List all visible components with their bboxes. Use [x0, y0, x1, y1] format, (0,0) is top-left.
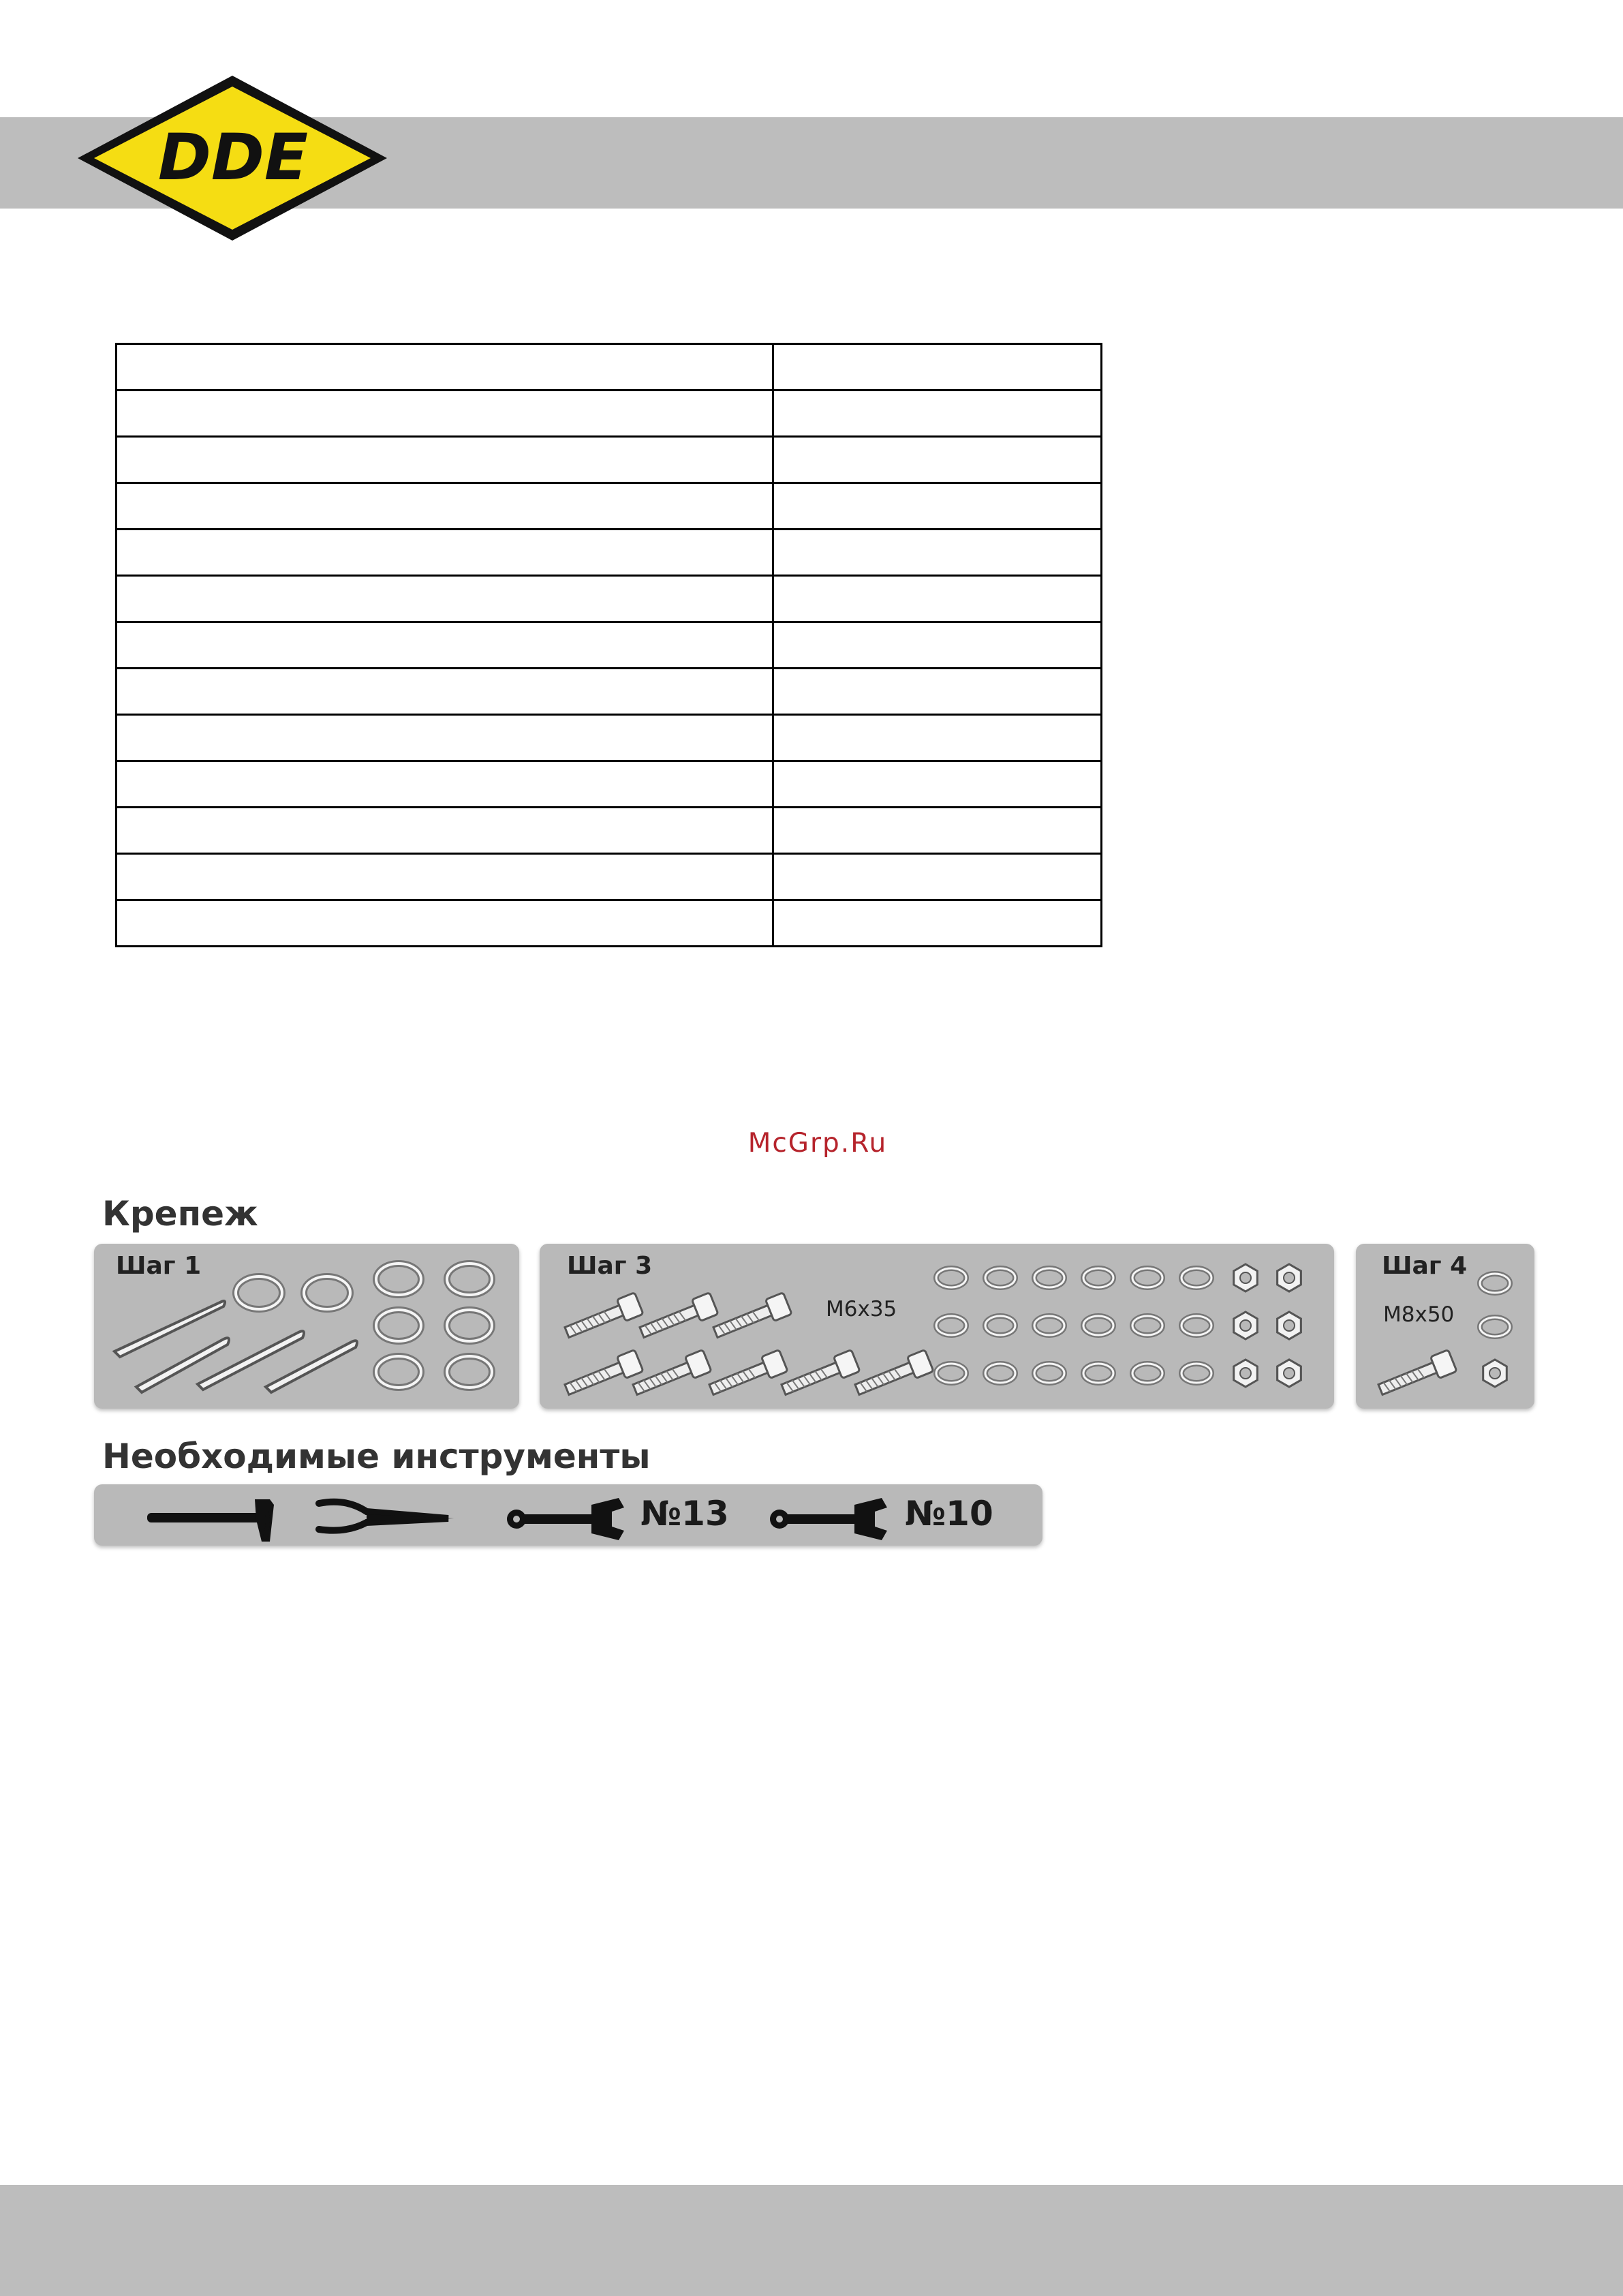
part-qty-cell	[773, 900, 1102, 947]
nut-icon	[1234, 1360, 1258, 1387]
table-row	[117, 808, 1102, 854]
pliers-icon	[319, 1502, 454, 1531]
watermark: McGrp.Ru	[747, 1128, 888, 1159]
table-row	[117, 669, 1102, 715]
tools-title: Необходимые инструменты	[102, 1437, 651, 1476]
part-qty-cell	[773, 391, 1102, 437]
step3-hardware-icons	[540, 1244, 1334, 1409]
step1-panel	[94, 1244, 519, 1409]
bolt-icon	[853, 1350, 933, 1400]
bolt-icon	[631, 1350, 711, 1400]
washer-icon	[1480, 1274, 1510, 1293]
table-row	[117, 483, 1102, 530]
part-name-cell	[117, 530, 773, 576]
part-name-cell	[117, 761, 773, 808]
step4-panel	[1356, 1244, 1534, 1409]
table-row	[117, 344, 1102, 391]
part-qty-cell	[773, 483, 1102, 530]
part-name-cell	[117, 344, 773, 391]
bolt-icon	[707, 1350, 788, 1400]
nut-icon	[1278, 1360, 1301, 1387]
washer-icon	[1181, 1268, 1211, 1287]
table-row	[117, 622, 1102, 669]
washer-icon	[936, 1364, 966, 1383]
bolt-icon	[711, 1293, 792, 1343]
nut-icon	[1483, 1360, 1507, 1387]
part-name-cell	[117, 854, 773, 900]
part-qty-cell	[773, 669, 1102, 715]
nut-icon	[1234, 1312, 1258, 1339]
step4-label: Шаг 4	[1382, 1252, 1468, 1280]
bolt-icon	[563, 1293, 643, 1343]
part-name-cell	[117, 808, 773, 854]
washer-icon	[985, 1268, 1015, 1287]
washer-icon	[1034, 1316, 1064, 1335]
washer-icon	[1181, 1364, 1211, 1383]
washer-icon	[1083, 1364, 1113, 1383]
washer-icon	[1034, 1364, 1064, 1383]
part-qty-cell	[773, 808, 1102, 854]
nut-icon	[1278, 1264, 1301, 1291]
parts-table	[115, 343, 1102, 947]
washer-icon	[1034, 1268, 1064, 1287]
part-name-cell	[117, 483, 773, 530]
part-qty-cell	[773, 344, 1102, 391]
washer-icon	[1132, 1316, 1162, 1335]
table-row	[117, 576, 1102, 622]
table-row	[117, 437, 1102, 483]
part-qty-cell	[773, 622, 1102, 669]
table-row	[117, 530, 1102, 576]
wrench-icon	[507, 1498, 624, 1540]
part-qty-cell	[773, 854, 1102, 900]
wrench-icon	[770, 1498, 887, 1540]
footer-band	[0, 2185, 1623, 2296]
step1-label: Шаг 1	[116, 1252, 202, 1280]
part-name-cell	[117, 391, 773, 437]
step3-label: Шаг 3	[567, 1252, 653, 1280]
fasteners-title: Крепеж	[102, 1194, 258, 1234]
logo-text: DDE	[157, 121, 309, 195]
bolt-icon	[638, 1293, 718, 1343]
wrench-size-13: №13	[640, 1494, 729, 1533]
washer-icon	[1132, 1364, 1162, 1383]
wrench-size-10: №10	[905, 1494, 993, 1533]
tool-icons	[94, 1484, 1042, 1546]
washer-icons	[94, 1244, 519, 1409]
tools-panel	[94, 1484, 1042, 1546]
step3-panel	[540, 1244, 1334, 1409]
washer-icon	[936, 1268, 966, 1287]
nut-icon	[1234, 1264, 1258, 1291]
part-name-cell	[117, 715, 773, 761]
table-row	[117, 391, 1102, 437]
bolt-icon	[779, 1350, 860, 1400]
washer-icon	[1480, 1317, 1510, 1336]
step4-bolt-size: M8x50	[1383, 1302, 1455, 1327]
table-row	[117, 854, 1102, 900]
part-qty-cell	[773, 437, 1102, 483]
dde-logo	[72, 72, 392, 245]
bolt-icon	[1376, 1350, 1457, 1400]
part-qty-cell	[773, 715, 1102, 761]
washer-icon	[936, 1316, 966, 1335]
part-name-cell	[117, 622, 773, 669]
part-qty-cell	[773, 761, 1102, 808]
washer-icon	[1083, 1268, 1113, 1287]
hammer-icon	[147, 1499, 274, 1542]
table-row	[117, 761, 1102, 808]
washer-icon	[1132, 1268, 1162, 1287]
part-name-cell	[117, 576, 773, 622]
nut-icon	[1278, 1312, 1301, 1339]
step4-hardware-icons	[1356, 1244, 1534, 1409]
washer-icon	[1181, 1316, 1211, 1335]
part-qty-cell	[773, 530, 1102, 576]
washer-icon	[985, 1316, 1015, 1335]
step3-bolt-size: M6x35	[826, 1297, 897, 1321]
part-qty-cell	[773, 576, 1102, 622]
table-row	[117, 900, 1102, 947]
part-name-cell	[117, 437, 773, 483]
part-name-cell	[117, 669, 773, 715]
bolt-icon	[563, 1350, 643, 1400]
washer-icon	[1083, 1316, 1113, 1335]
washer-icon	[985, 1364, 1015, 1383]
table-row	[117, 715, 1102, 761]
part-name-cell	[117, 900, 773, 947]
